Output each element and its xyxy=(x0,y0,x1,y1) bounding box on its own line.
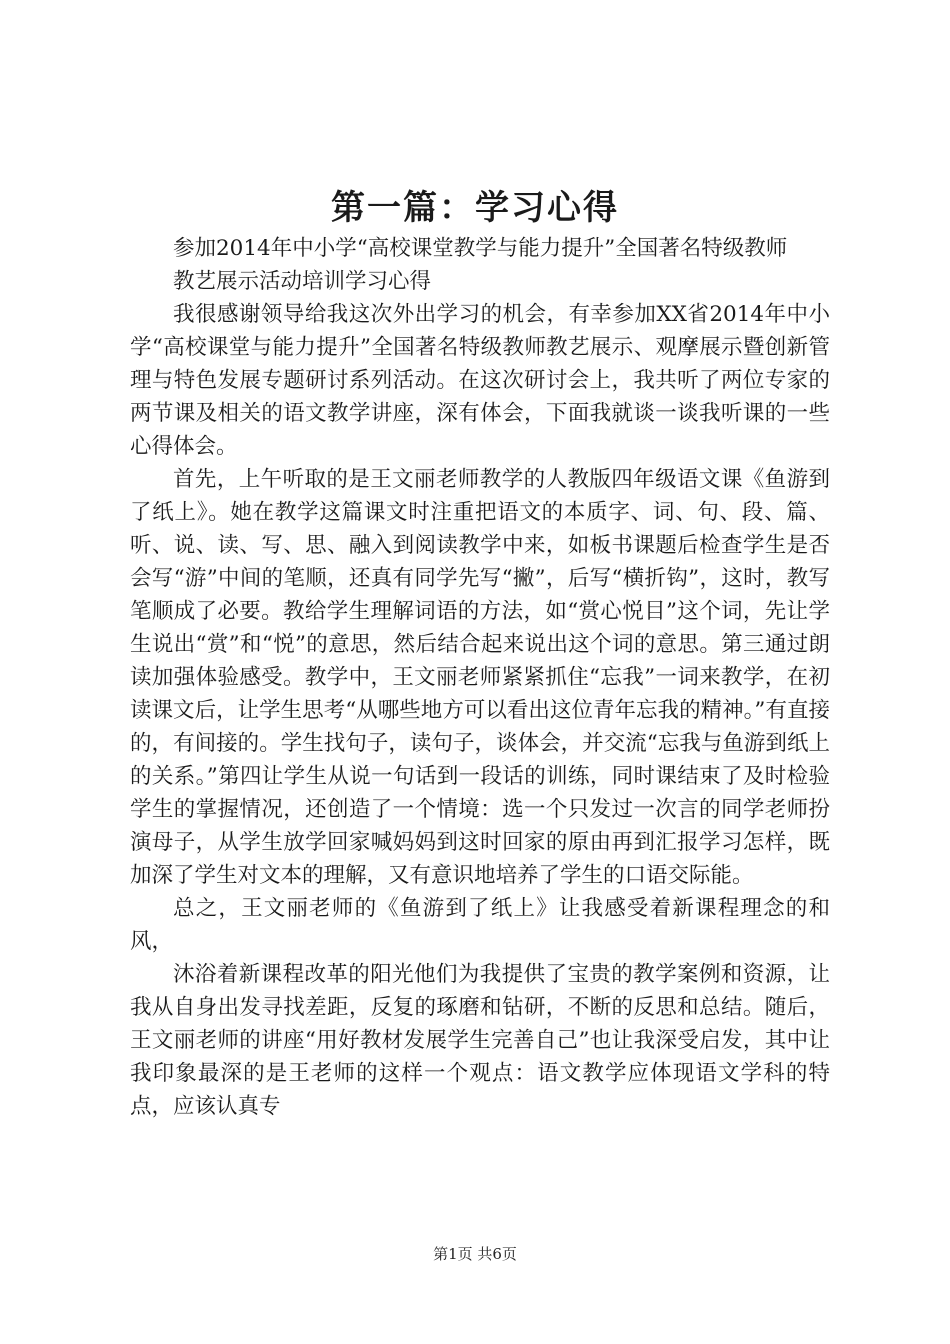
page-number-footer: 第1页 共6页 xyxy=(433,1245,517,1263)
paragraph: 我很感谢领导给我这次外出学习的机会，有幸参加XX省2014年中小学“高校课堂与能力提升”全国著名特级教师教艺展示、观摩展示暨创新管理与特色发展专题研讨系列活动。在这次研讨会上，我共听了两位专家的两节课及相关的语文教学讲座，深有体会，下面我就谈一谈我听课的一些心得体会。 xyxy=(130,302,830,459)
paragraph: 参加2014年中小学“高校课堂教学与能力提升”全国著名特级教师 xyxy=(173,236,788,261)
document-body xyxy=(130,232,830,1123)
document-title: 第一篇：学习心得 xyxy=(331,188,619,228)
paragraph: 首先，上午听取的是王文丽老师教学的人教版四年级语文课《鱼游到了纸上》。她在教学这篇课文时注重把语文的本质字、词、句、段、篇、听、说、读、写、思、融入到阅读教学中来，如板书课题后检查学生是否会写“游”中间的笔顺，还真有同学先写“撇”，后写“横折钩”，这时，教写笔顺成了必要。教给学生理解词语的方法，如“赏心悦目”这个词，先让学生说出“赏”和“悦”的意思，然后结合起来说出这个词的意思。第三通过朗读加强体验感受。教学中，王文丽老师紧紧抓住“忘我”一词来教学，在初读课文后，让学生思考“从哪些地方可以看出这位青年忘我的精神。”有直接的，有间接的。学生找句子，读句子，谈体会，并交流“忘我与鱼游到纸上的关系。”第四让学生从说一句话到一段话的训练，同时课结束了及时检验学生的掌握情况，还创造了一个情境：选一个只发过一次言的同学老师扮演母子，从学生放学回家喊妈妈到这时回家的原由再到汇报学习怎样，既加深了学生对文本的理解，又有意识地培养了学生的口语交际能。 xyxy=(130,467,830,888)
paragraph: 沐浴着新课程改革的阳光他们为我提供了宝贵的教学案例和资源，让我从自身出发寻找差距，反复的琢磨和钻研，不断的反思和总结。随后，王文丽老师的讲座“用好教材发展学生完善自己”也让我深受启发，其中让我印象最深的是王老师的这样一个观点：语文教学应体现语文学科的特点，应该认真专 xyxy=(130,962,830,1119)
paragraph: 教艺展示活动培训学习心得 xyxy=(173,269,432,294)
paragraph: 总之，王文丽老师的《鱼游到了纸上》让我感受着新课程理念的和风， xyxy=(130,896,830,954)
